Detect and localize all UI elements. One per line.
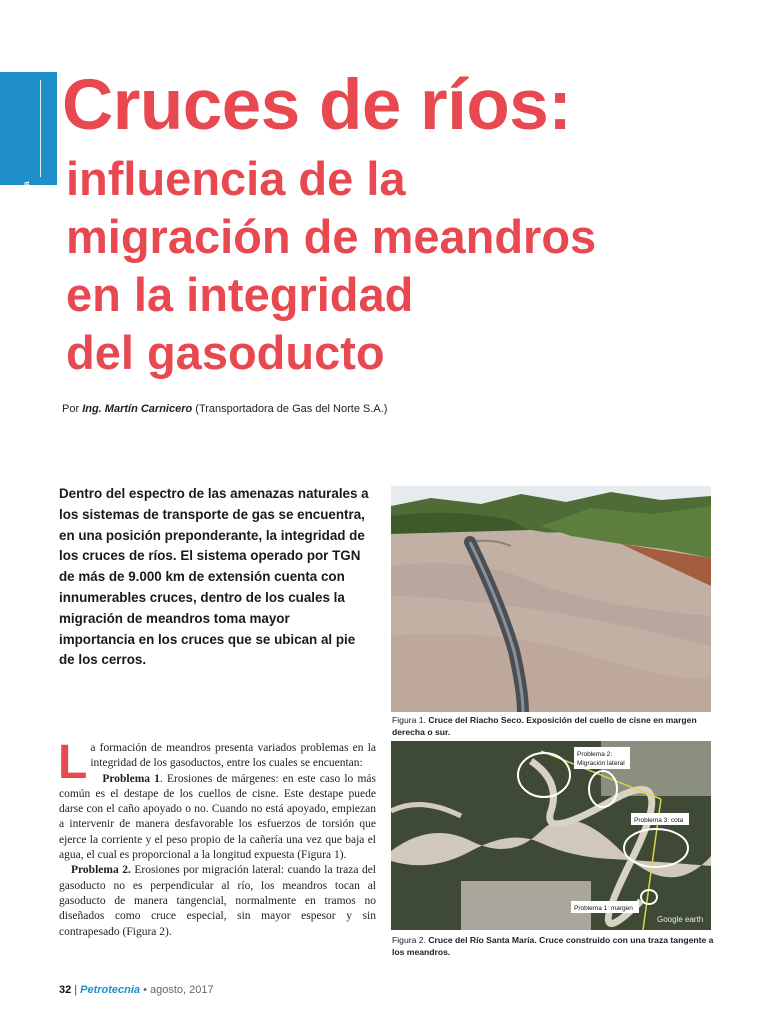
figure-1-caption [392, 715, 714, 738]
figure-2-label-problema2-line2: Migración lateral [577, 760, 625, 767]
byline-prefix: Por [62, 403, 80, 415]
issue-date: agosto, 2017 [150, 984, 214, 996]
problem-1-label: Problema 1 [102, 772, 160, 785]
publication-name: Petrotecnia [80, 984, 141, 996]
subtitle-line: influencia de la [66, 152, 406, 205]
subtitle-line: del gasoducto [66, 326, 385, 379]
figure-1-caption-text: Cruce del Riacho Seco. Exposición del cuello de cisne en margen derecha o sur. [392, 715, 697, 737]
problem-2-label: Problema 2. [71, 864, 131, 877]
footer-separator: | [74, 984, 78, 996]
figure-2-caption-text: Cruce del Río Santa María. Cruce construido con una traza tangente a los meandros. [392, 935, 714, 957]
drop-cap: L [58, 736, 88, 789]
byline-author: Ing. Martín Carnicero [82, 403, 193, 415]
body-p1-text: a formación de meandros presenta variados problemas en la integridad de los gasoductos, entre los cuales se encuentan: [90, 742, 376, 770]
page-number: 32 [59, 984, 72, 996]
figure-2-satellite [391, 741, 711, 930]
footer-bullet: • [143, 984, 147, 996]
figure-2-watermark: Google earth [657, 915, 704, 924]
figure-2-label-problema2-line1: Problema 2: [577, 751, 613, 758]
article-title: Cruces de ríos: [62, 66, 572, 145]
figure-2-caption [392, 935, 714, 958]
problem-1-text: . Erosiones de márgenes: en este caso lo más común es el destape de los cuellos de cisne. Este destape puede darse con el caño apoyado o no. Cuando no está apoyado, empiezan a intervenir de manera desfavorable los esfuerzos de torsión que ejerce la corriente y el peso propio de la cañería una vez que baja el agua, el cual es proporcional a la longitud expuesta (Figura 1). [59, 772, 376, 862]
body-paragraph-problem-2 [59, 863, 376, 939]
page-footer [59, 984, 214, 996]
byline [62, 403, 387, 415]
figure-2-label-problema3: Problema 3: cota [634, 817, 684, 824]
figure-2-caption-prefix: Figura 2. [392, 935, 426, 945]
figure-2-label-problema1: Problema 1: margen [574, 905, 633, 912]
body-column [58, 736, 376, 940]
figure-1-caption-prefix: Figura 1. [392, 715, 426, 725]
article-subtitle [66, 150, 746, 382]
section-tab-divider [40, 80, 41, 177]
figure-1-photo [391, 486, 711, 712]
problem-2-text: Erosiones por migración lateral: cuando la traza del gasoducto no es perpendicular al río, los meandros tocan al gasoducto de manera tangencial, normalmente en tramos no diseñados como cruce especial, sin mayor espesor y sin contrapesado (Figura 2). [59, 864, 376, 938]
section-tab-label: Tema de tapa [22, 181, 31, 232]
body-paragraph-problem-1 [59, 772, 376, 864]
abstract: Dentro del espectro de las amenazas naturales a los sistemas de transporte de gas se encuentra, en una posición preponderante, la integridad de los cruces de ríos. El sistema operado por TGN de más de 9.000 km de extensión cuenta con innumerables cruces, dentro de los cuales la migración de meandros toma mayor importancia en los cruces que se ubican al pie de los cerros. [59, 486, 369, 668]
section-tab [0, 72, 57, 232]
byline-affiliation: (Transportadora de Gas del Norte S.A.) [195, 403, 388, 415]
subtitle-line: migración de meandros [66, 210, 597, 263]
subtitle-line: en la integridad [66, 268, 414, 321]
